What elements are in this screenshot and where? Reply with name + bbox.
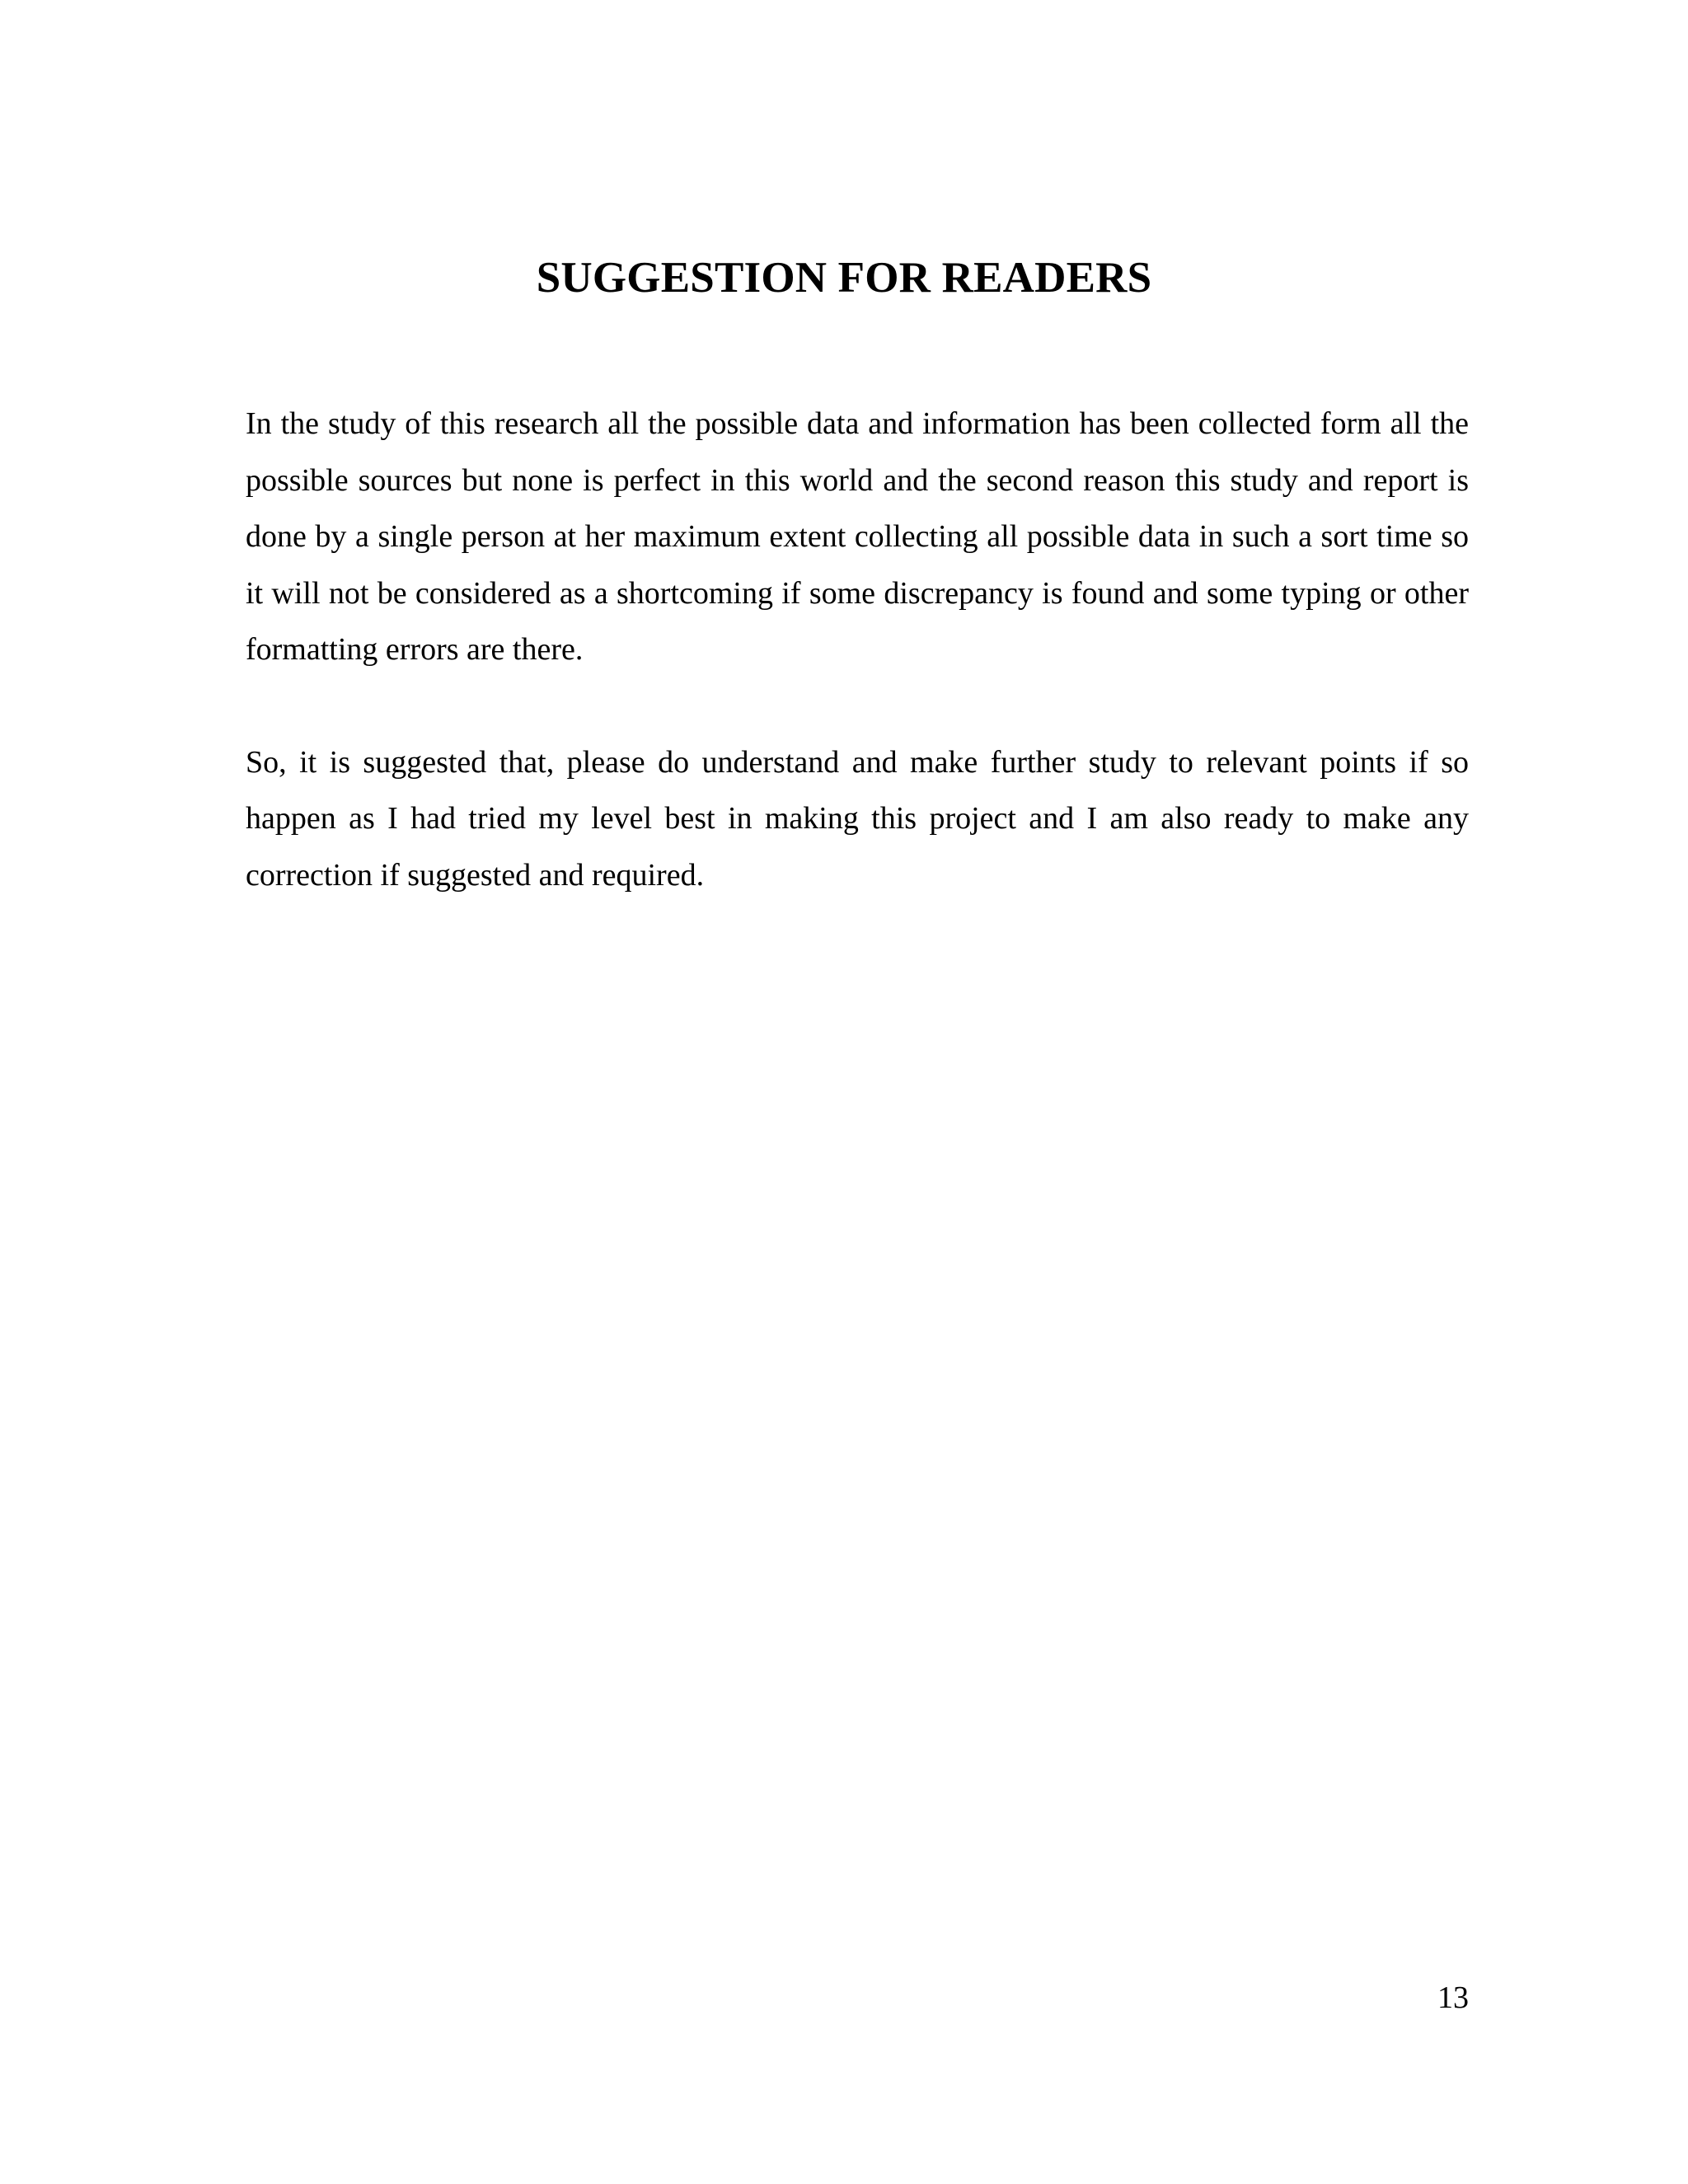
paragraph-1: In the study of this research all the possible data and information has been collected form all the possible sources but none is perfect in this world and the second reason this study and report is done by a single person at her maximum extent collecting all possible data in such a sort time so it will not be considered as a shortcoming if some discrepancy is found and some typing or other formatting errors are there. — [246, 406, 1469, 667]
page-number: 13 — [1437, 1980, 1469, 2015]
paragraph-2: So, it is suggested that, please do understand and make further study to relevant points if so happen as I had tried my level best in making this project and I am also ready to make any correction if suggested and required. — [246, 744, 1469, 893]
page-title: SUGGESTION FOR READERS — [536, 254, 1152, 302]
body-text — [246, 396, 1469, 903]
